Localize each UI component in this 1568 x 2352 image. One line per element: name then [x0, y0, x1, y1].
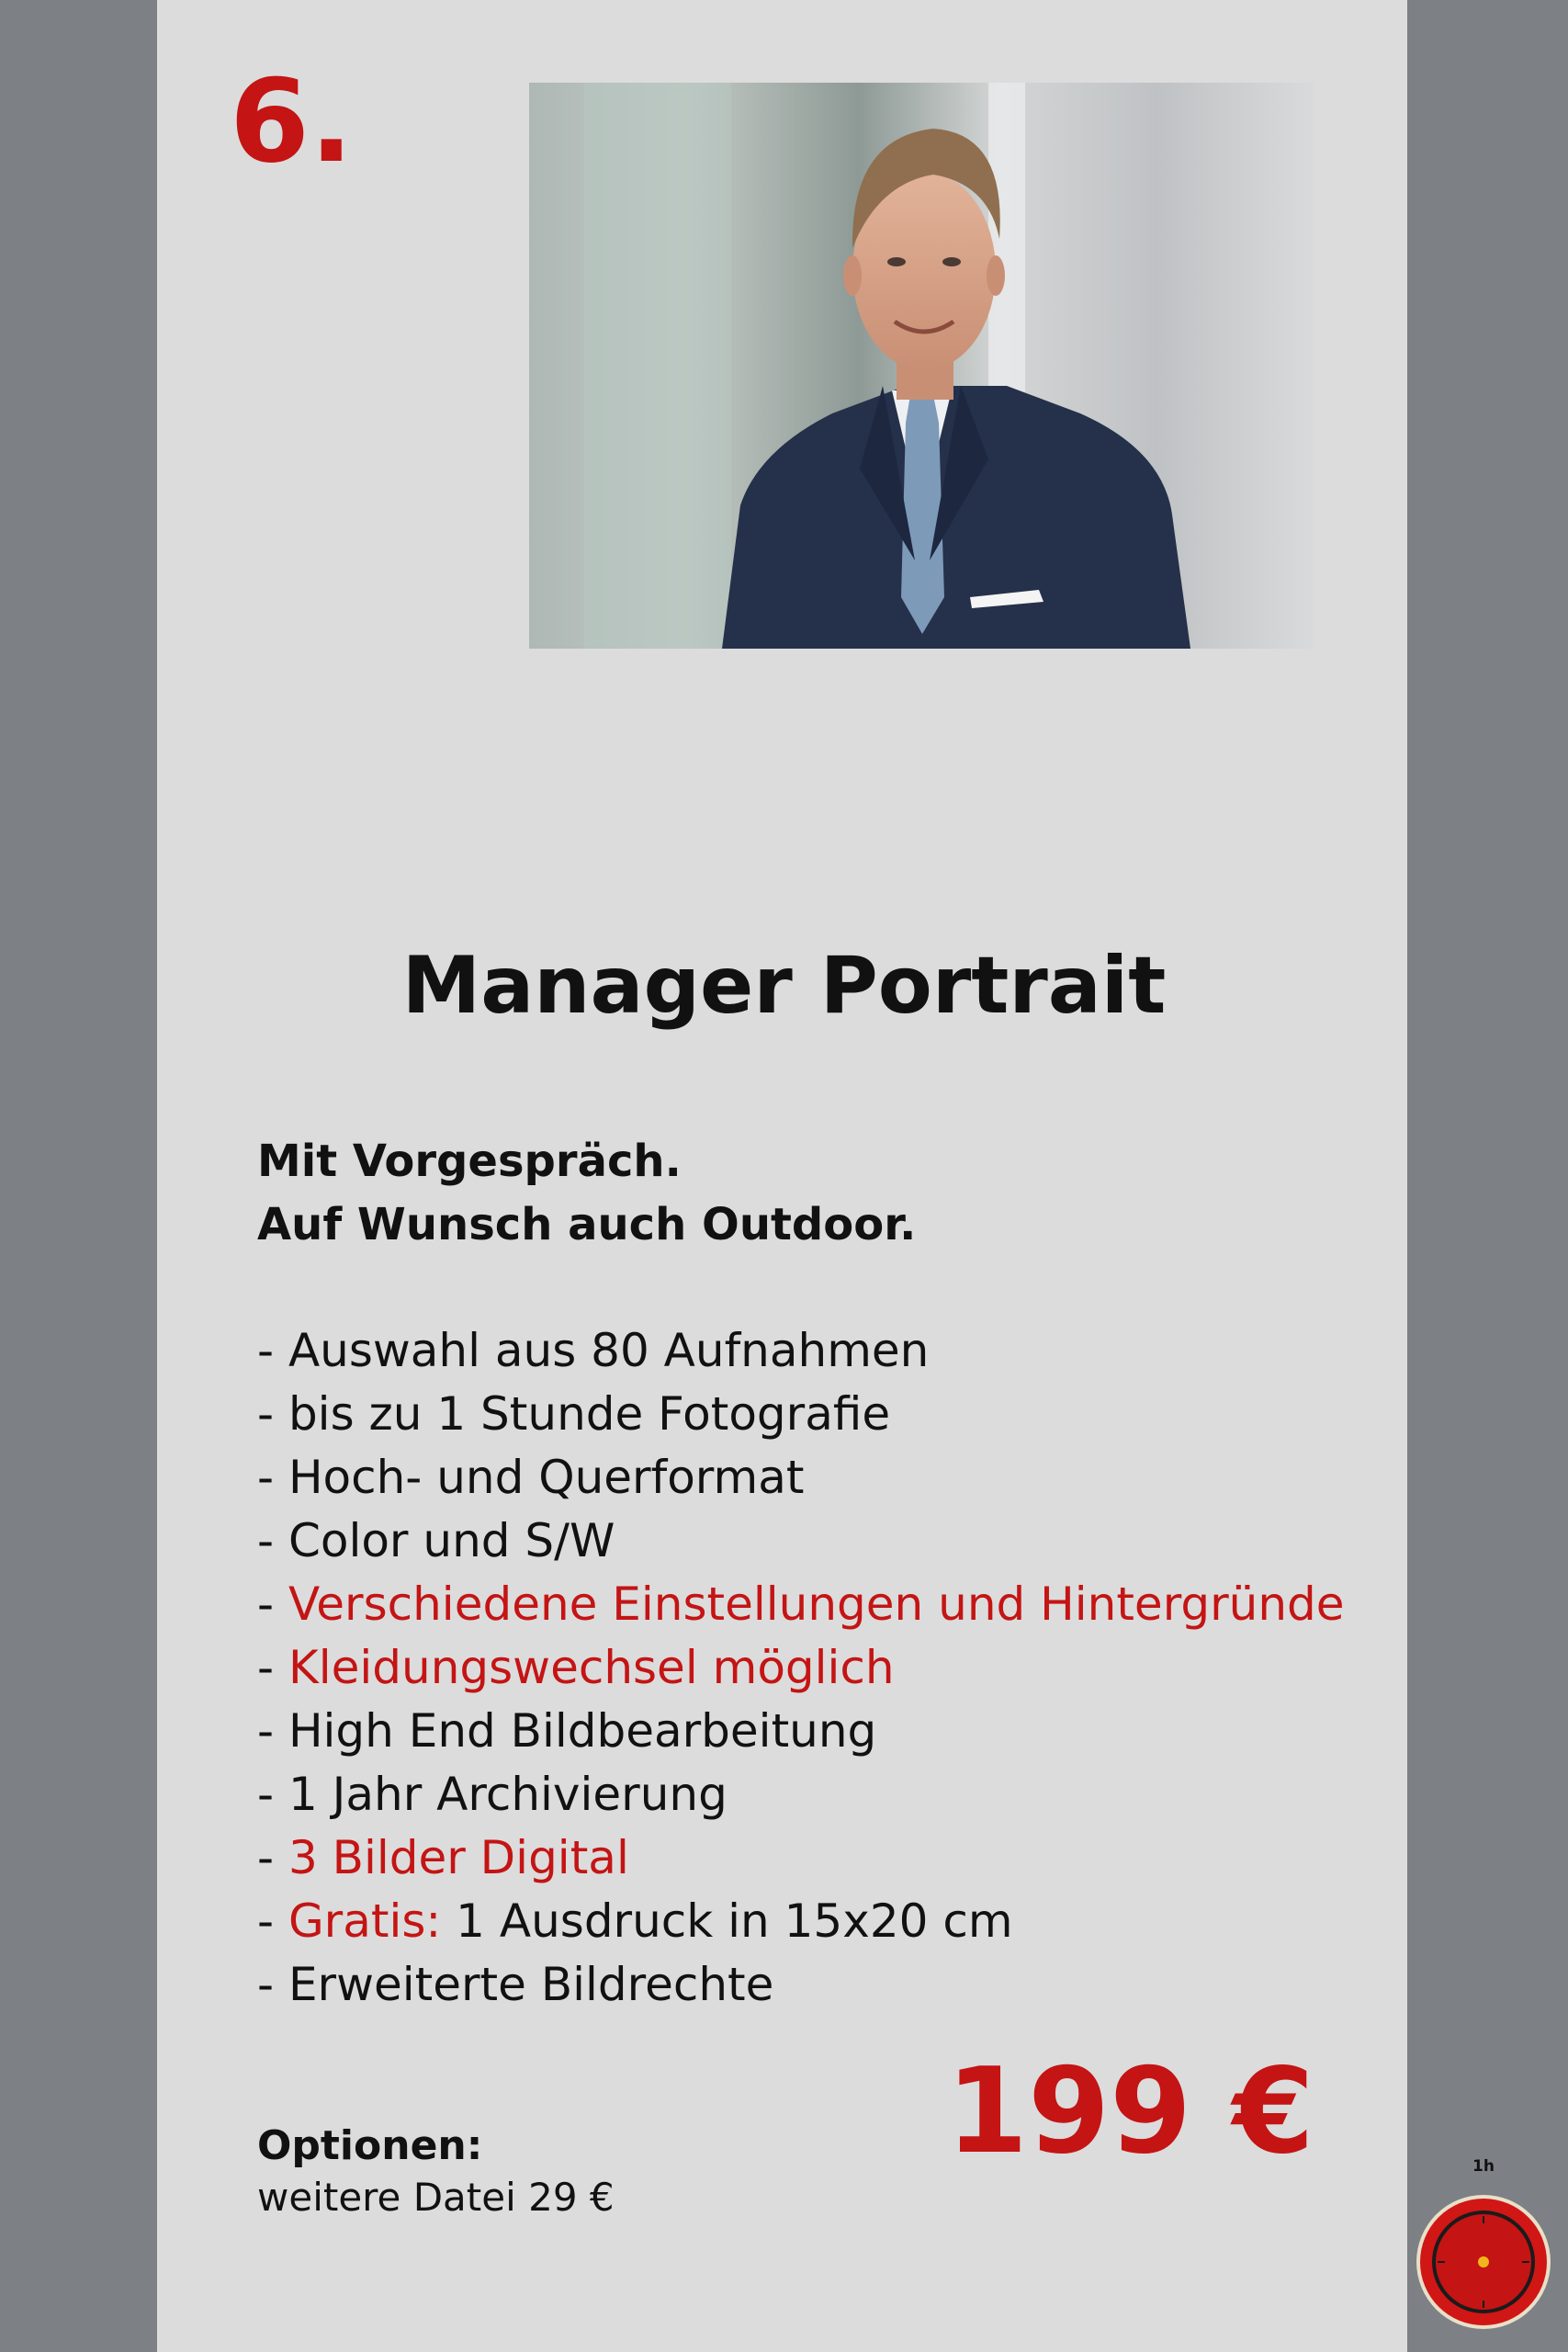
feature-item: - Hoch- und Querformat: [257, 1451, 805, 1504]
feature-item: - Verschiedene Einstellungen und Hintergründe: [257, 1577, 1345, 1631]
options-heading: Optionen:: [257, 2122, 483, 2169]
duration-label: 1h: [1472, 2157, 1495, 2176]
duration-badge: [1415, 2150, 1552, 2334]
feature-item: - Gratis: 1 Ausdruck in 15x20 cm: [257, 1894, 1013, 1948]
price: 199 €: [946, 2043, 1314, 2180]
feature-item: - Color und S/W: [257, 1514, 615, 1567]
feature-item: - High End Bildbearbeitung: [257, 1704, 877, 1758]
feature-list: [257, 1319, 1345, 2017]
package-number: 6.: [230, 55, 354, 188]
feature-item: - Kleidungswechsel möglich: [257, 1641, 895, 1694]
feature-item: - 1 Jahr Archivierung: [257, 1768, 728, 1821]
feature-item: - bis zu 1 Stunde Fotografie: [257, 1387, 891, 1441]
feature-item: - Erweiterte Bildrechte: [257, 1958, 774, 2011]
options-line: weitere Datei 29 €: [257, 2175, 615, 2220]
feature-item: - Auswahl aus 80 Aufnahmen: [257, 1324, 930, 1377]
portrait-photo: [529, 83, 1314, 649]
feature-item: - 3 Bilder Digital: [257, 1831, 629, 1884]
intro-line: Auf Wunsch auch Outdoor.: [257, 1199, 917, 1250]
stopwatch-icon: [1415, 2150, 1552, 2334]
intro-line: Mit Vorgespräch.: [257, 1136, 682, 1187]
package-title: Manager Portrait: [401, 940, 1167, 1032]
intro-text: [257, 1130, 916, 1257]
